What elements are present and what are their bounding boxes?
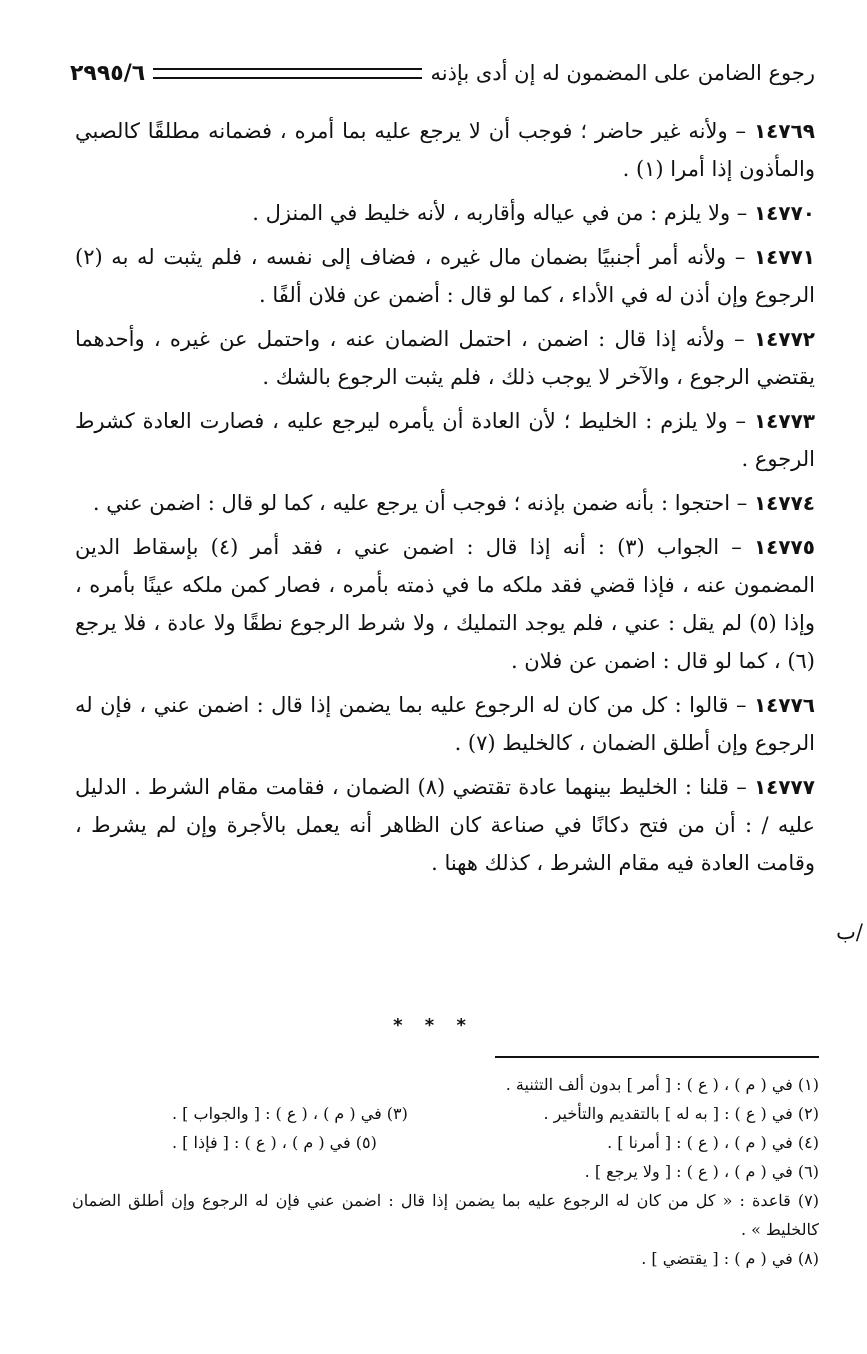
- paragraph-text: – ولا يلزم : من في عياله وأقاربه ، لأنه خليط في المنزل .: [252, 201, 754, 225]
- paragraph: [75, 320, 815, 396]
- paragraph-number: ١٤٧٦٩: [753, 119, 815, 143]
- footnote: (٤) في ( م ) ، ( ع ) : [ أمرنا ] .: [607, 1133, 819, 1152]
- paragraph: [75, 402, 815, 478]
- header-rule: [153, 68, 422, 79]
- section-separator: * * *: [393, 1015, 474, 1036]
- footnotes: [72, 1070, 819, 1273]
- paragraph-number: ١٤٧٧١: [753, 245, 815, 269]
- footnote: (٧) قاعدة : « كل من كان له الرجوع عليه بما يضمن إذا قال : اضمن عني فإن له الرجوع وإن أطلق الضمان كالخليط » .: [72, 1191, 819, 1239]
- footnote-row: [72, 1128, 819, 1157]
- page-number: ٢٩٩٥/٦: [70, 60, 146, 86]
- paragraph: [75, 528, 815, 680]
- footnote: (١) في ( م ) ، ( ع ) : [ أمر ] بدون ألف التثنية .: [505, 1075, 819, 1094]
- paragraph-text: – ولأنه غير حاضر ؛ فوجب أن لا يرجع عليه بما أمره ، فضمانه مطلقًا كالصبي والمأذون إذا أمرا (١) .: [75, 119, 815, 181]
- paragraph-text: – احتجوا : بأنه ضمن بإذنه ؛ فوجب أن يرجع عليه ، كما لو قال : اضمن عني .: [92, 491, 754, 515]
- header-title: رجوع الضامن على المضمون له إن أدى بإذنه: [430, 61, 815, 85]
- paragraph-number: ١٤٧٧٧: [753, 775, 815, 799]
- footnote-rule: [495, 1056, 819, 1058]
- paragraph: [75, 768, 815, 882]
- paragraph-text: – ولأنه إذا قال : اضمن ، احتمل الضمان عنه ، واحتمل عن غيره ، وأحدهما يقتضي الرجوع ، والآخر لا يوجب ذلك ، فلم يثبت الرجوع بالشك .: [75, 327, 815, 389]
- main-text: [75, 112, 815, 888]
- paragraph: [75, 484, 815, 522]
- paragraph-text: – ولأنه أمر أجنبيًا بضمان مال غيره ، فضاف إلى نفسه ، فلم يثبت له به (٢) الرجوع وإن أذن له في الأداء ، كما لو قال : أضمن عن فلان ألفًا .: [75, 245, 815, 307]
- paragraph: [75, 686, 815, 762]
- paragraph-text: – قلنا : الخليط بينهما عادة تقتضي (٨) الضمان ، فقامت مقام الشرط . الدليل عليه / : أن من فتح دكانًا في صناعة كان الظاهر أنه يعمل بالأجرة وإن لم يشرط ، وقامت العادة فيه مقام الشرط ، كذلك ههنا .: [75, 775, 815, 875]
- paragraph-text: – الجواب (٣) : أنه إذا قال : اضمن عني ، فقد أمر (٤) بإسقاط الدين المضمون عنه ، فإذا قضي فقد ملكه ما في ذمته بأمره ، فصار كمن ملكه عينًا بأمره ، وإذا (٥) لم يقل : عني ، فلم يوجد التمليك ، ولا شرط الرجوع نطقًا ولا عادة ، فلا يرجع (٦) ، كما لو قال : اضمن عن فلان .: [75, 535, 815, 673]
- paragraph-number: ١٤٧٧٥: [753, 535, 815, 559]
- footnote: (٢) في ( ع ) : [ به له ] بالتقديم والتأخير .: [543, 1104, 819, 1123]
- running-header: [70, 56, 815, 90]
- paragraph: [75, 194, 815, 232]
- footnote: (٨) في ( م ) : [ يقتضي ] .: [641, 1249, 819, 1268]
- paragraph-number: ١٤٧٧٠: [753, 201, 815, 225]
- footnote: (٣) في ( م ) ، ( ع ) : [ والجواب ] .: [172, 1104, 408, 1123]
- paragraph-number: ١٤٧٧٢: [753, 327, 815, 351]
- paragraph: [75, 238, 815, 314]
- paragraph-number: ١٤٧٧٦: [753, 693, 815, 717]
- paragraph-text: – ولا يلزم : الخليط ؛ لأن العادة أن يأمره ليرجع عليه ، فصارت العادة كشرط الرجوع .: [75, 409, 815, 471]
- footnote: (٥) في ( م ) ، ( ع ) : [ فإذا ] .: [172, 1133, 377, 1152]
- paragraph-text: – قالوا : كل من كان له الرجوع عليه بما يضمن إذا قال : اضمن عني ، فإن له الرجوع وإن أطلق الضمان ، كالخليط (٧) .: [75, 693, 815, 755]
- paragraph-number: ١٤٧٧٣: [753, 409, 815, 433]
- paragraph: [75, 112, 815, 188]
- manuscript-folio-marker: /ب: [836, 920, 863, 944]
- paragraph-number: ١٤٧٧٤: [753, 491, 815, 515]
- footnote-row: [72, 1099, 819, 1128]
- footnote: (٦) في ( م ) ، ( ع ) : [ ولا يرجع ] .: [584, 1162, 819, 1181]
